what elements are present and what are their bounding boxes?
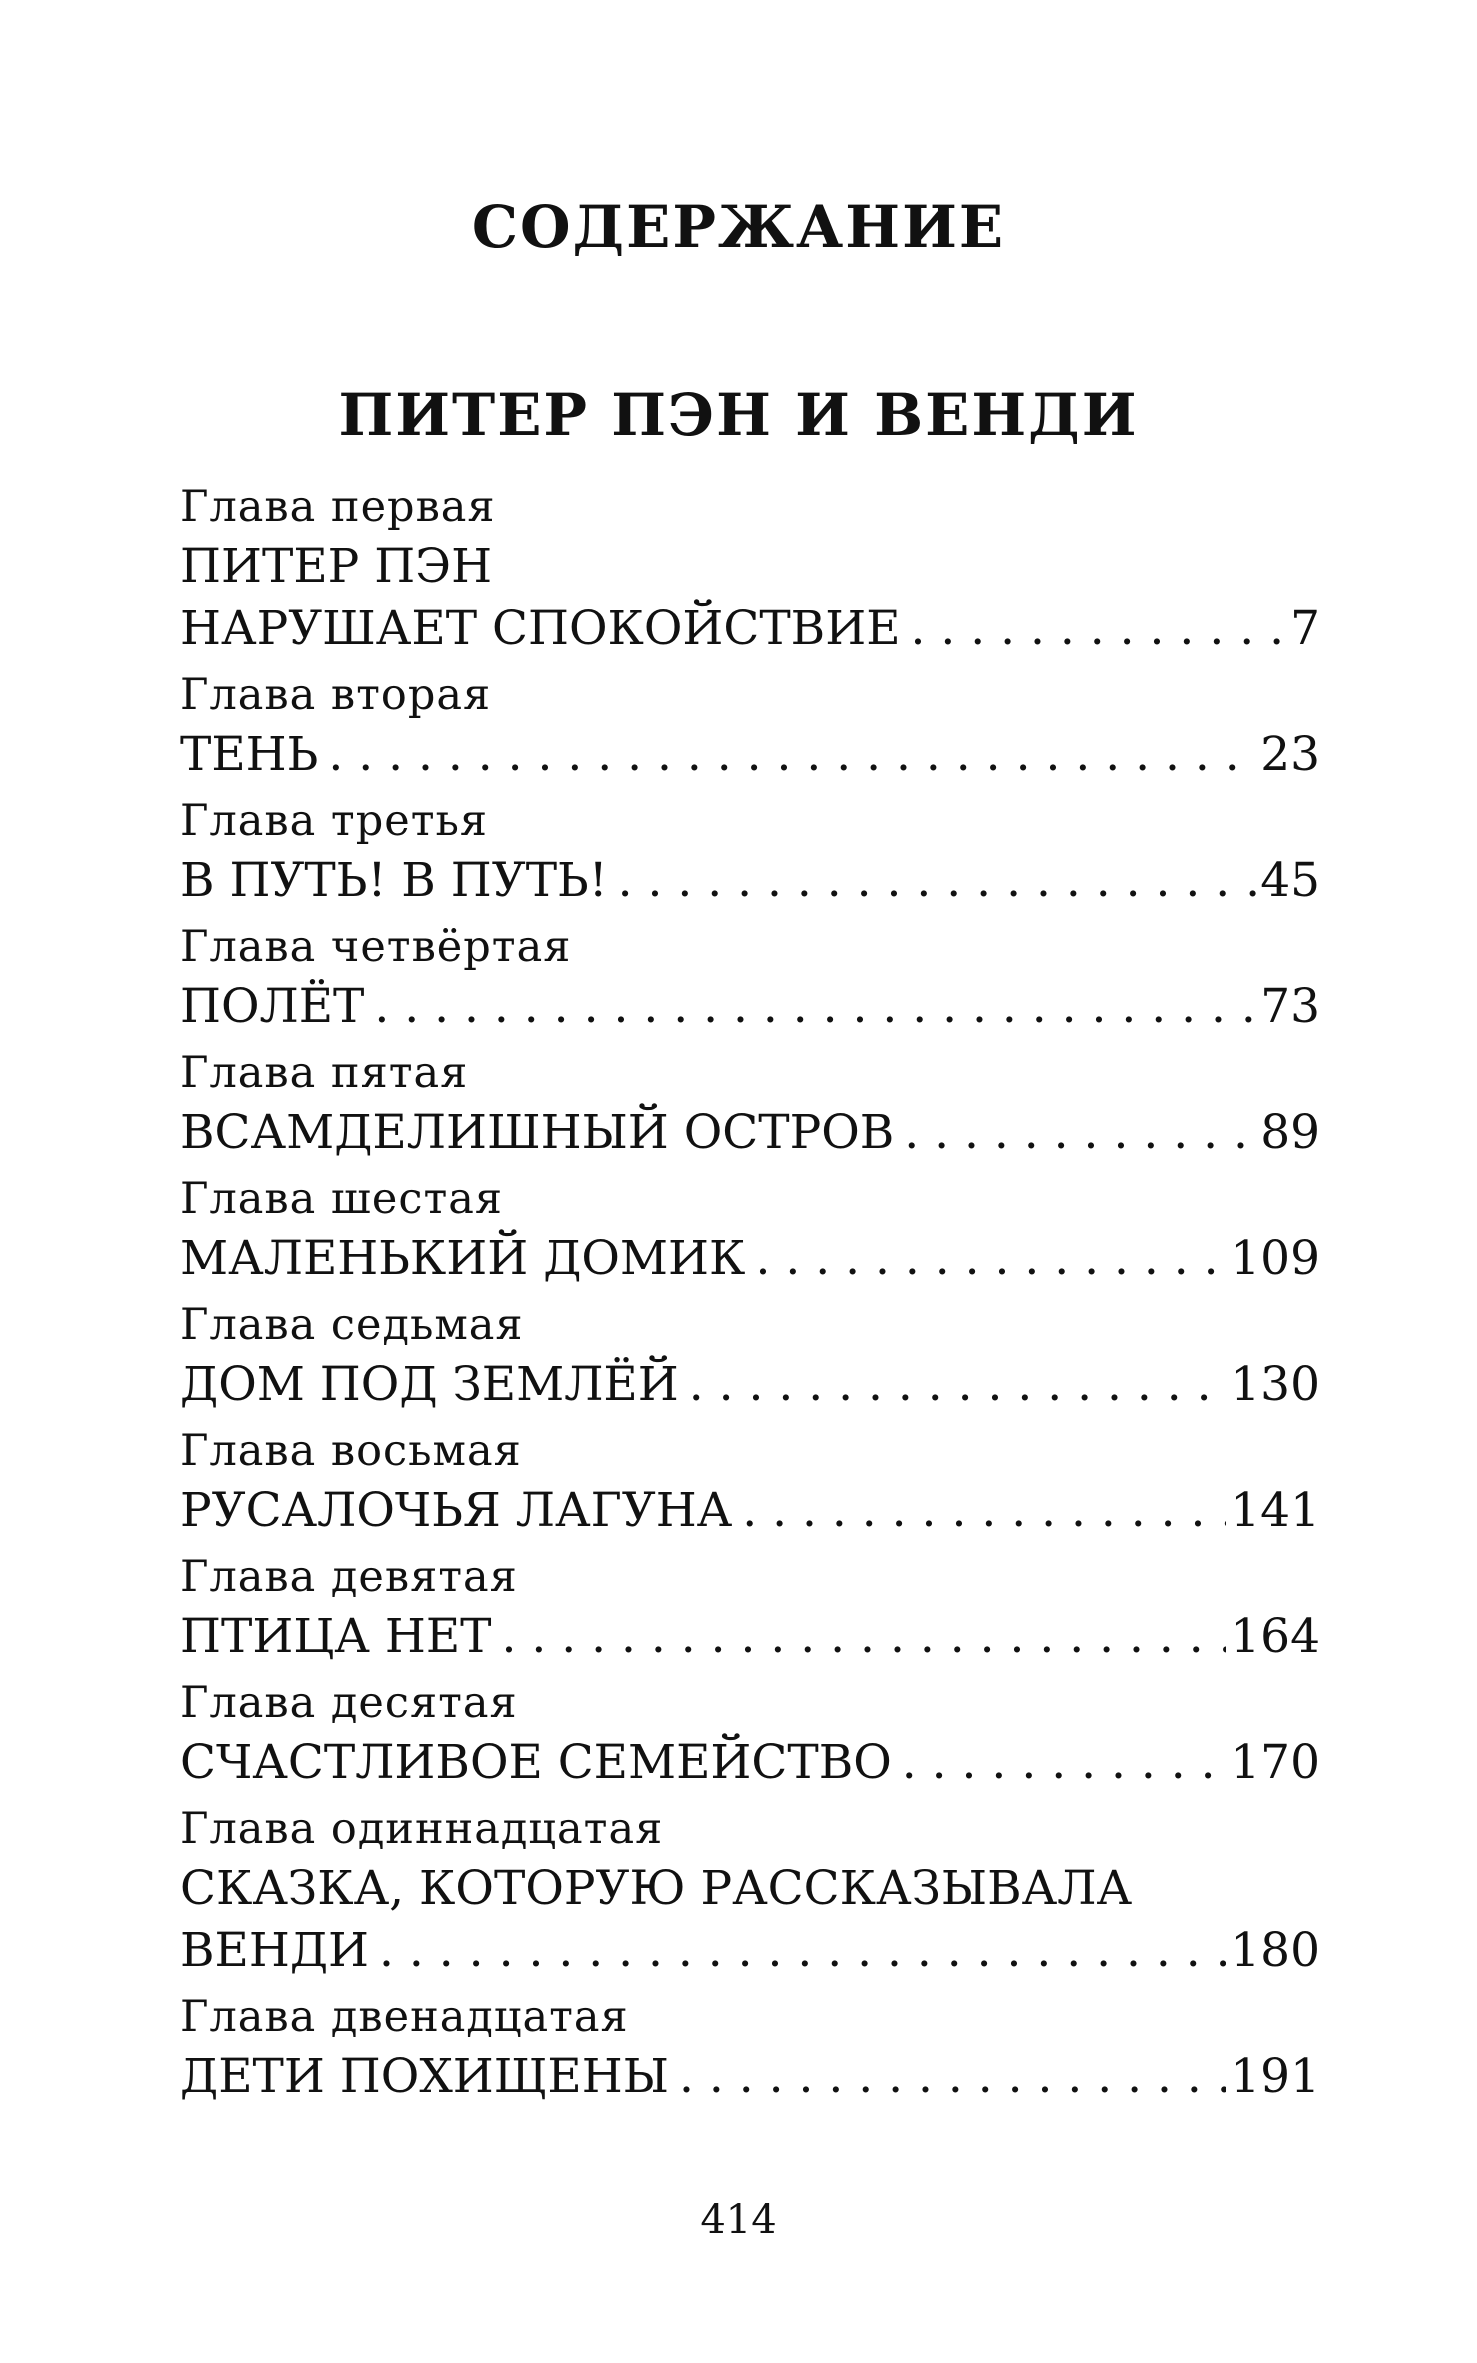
chapter-title-line: ПИТЕР ПЭН bbox=[180, 539, 493, 594]
table-of-contents bbox=[180, 478, 1320, 2108]
dot-leader bbox=[892, 1732, 1226, 1794]
toc-entry bbox=[180, 918, 1320, 1038]
toc-entry bbox=[180, 1422, 1320, 1542]
chapter-page-number: 45 bbox=[1260, 853, 1320, 908]
chapter-label: Глава двенадцатая bbox=[180, 1992, 629, 2042]
chapter-page-number: 23 bbox=[1260, 727, 1320, 782]
chapter-title-row bbox=[180, 724, 1320, 786]
toc-entry bbox=[180, 1296, 1320, 1416]
chapter-title-row bbox=[180, 976, 1320, 1038]
chapter-title: ВЕНДИ bbox=[180, 1923, 370, 1978]
dot-leader bbox=[679, 1354, 1227, 1416]
chapter-page-number: 89 bbox=[1260, 1105, 1320, 1160]
chapter-page-number: 109 bbox=[1230, 1231, 1320, 1286]
chapter-label: Глава шестая bbox=[180, 1174, 503, 1224]
chapter-title: ДЕТИ ПОХИЩЕНЫ bbox=[180, 2049, 669, 2104]
chapter-title-row bbox=[180, 1102, 1320, 1164]
toc-entry bbox=[180, 478, 1320, 660]
page-number: 414 bbox=[700, 2197, 777, 2243]
dot-leader bbox=[901, 598, 1287, 660]
chapter-page-number: 164 bbox=[1230, 1609, 1320, 1664]
toc-entry bbox=[180, 792, 1320, 912]
toc-entry bbox=[180, 666, 1320, 786]
chapter-title-row bbox=[180, 850, 1320, 912]
chapter-page-number: 191 bbox=[1230, 2049, 1320, 2104]
chapter-label: Глава седьмая bbox=[180, 1300, 524, 1350]
chapter-title-row bbox=[180, 1228, 1320, 1290]
chapter-title-row bbox=[180, 1606, 1320, 1668]
chapter-label: Глава десятая bbox=[180, 1678, 518, 1728]
contents-heading: СОДЕРЖАНИЕ bbox=[471, 193, 1006, 261]
chapter-title-row bbox=[180, 1920, 1320, 1982]
chapter-title: ДОМ ПОД ЗЕМЛЁЙ bbox=[180, 1357, 679, 1412]
dot-leader bbox=[492, 1606, 1227, 1668]
chapter-label: Глава пятая bbox=[180, 1048, 469, 1098]
chapter-title-row bbox=[180, 1354, 1320, 1416]
chapter-page-number: 7 bbox=[1290, 601, 1320, 656]
dot-leader bbox=[318, 724, 1256, 786]
book-title: ПИТЕР ПЭН И ВЕНДИ bbox=[338, 381, 1139, 449]
chapter-label: Глава третья bbox=[180, 796, 489, 846]
toc-entry bbox=[180, 1988, 1320, 2108]
chapter-title: ПТИЦА НЕТ bbox=[180, 1609, 492, 1664]
chapter-title: ПОЛЁТ bbox=[180, 979, 365, 1034]
chapter-title-row bbox=[180, 1732, 1320, 1794]
toc-entry bbox=[180, 1044, 1320, 1164]
chapter-page-number: 141 bbox=[1230, 1483, 1320, 1538]
chapter-title-line: СКАЗКА, КОТОРУЮ РАССКАЗЫВАЛА bbox=[180, 1861, 1133, 1916]
chapter-title-row bbox=[180, 598, 1320, 660]
chapter-page-number: 180 bbox=[1230, 1923, 1320, 1978]
chapter-label: Глава восьмая bbox=[180, 1426, 522, 1476]
chapter-page-number: 170 bbox=[1230, 1735, 1320, 1790]
chapter-page-number: 73 bbox=[1260, 979, 1320, 1034]
chapter-page-number: 130 bbox=[1230, 1357, 1320, 1412]
chapter-title-row bbox=[180, 1480, 1320, 1542]
chapter-title: ТЕНЬ bbox=[180, 727, 319, 782]
chapter-title-row bbox=[180, 2046, 1320, 2108]
chapter-label: Глава четвёртая bbox=[180, 922, 572, 972]
toc-entry bbox=[180, 1800, 1320, 1982]
chapter-title: В ПУТЬ! В ПУТЬ! bbox=[180, 853, 608, 908]
chapter-title: СЧАСТЛИВОЕ СЕМЕЙСТВО bbox=[180, 1735, 892, 1790]
dot-leader bbox=[745, 1228, 1226, 1290]
chapter-label: Глава первая bbox=[180, 482, 496, 532]
dot-leader bbox=[732, 1480, 1226, 1542]
dot-leader bbox=[364, 976, 1256, 1038]
chapter-label: Глава одиннадцатая bbox=[180, 1804, 664, 1854]
toc-entry bbox=[180, 1170, 1320, 1290]
chapter-title: ВСАМДЕЛИШНЫЙ ОСТРОВ bbox=[180, 1105, 895, 1160]
toc-entry bbox=[180, 1674, 1320, 1794]
chapter-title: РУСАЛОЧЬЯ ЛАГУНА bbox=[180, 1483, 733, 1538]
toc-entry bbox=[180, 1548, 1320, 1668]
chapter-label: Глава вторая bbox=[180, 670, 492, 720]
dot-leader bbox=[608, 850, 1257, 912]
chapter-title: МАЛЕНЬКИЙ ДОМИК bbox=[180, 1231, 746, 1286]
dot-leader bbox=[894, 1102, 1256, 1164]
chapter-title: НАРУШАЕТ СПОКОЙСТВИЕ bbox=[180, 601, 901, 656]
dot-leader bbox=[669, 2046, 1226, 2108]
chapter-label: Глава девятая bbox=[180, 1552, 518, 1602]
dot-leader bbox=[369, 1920, 1226, 1982]
